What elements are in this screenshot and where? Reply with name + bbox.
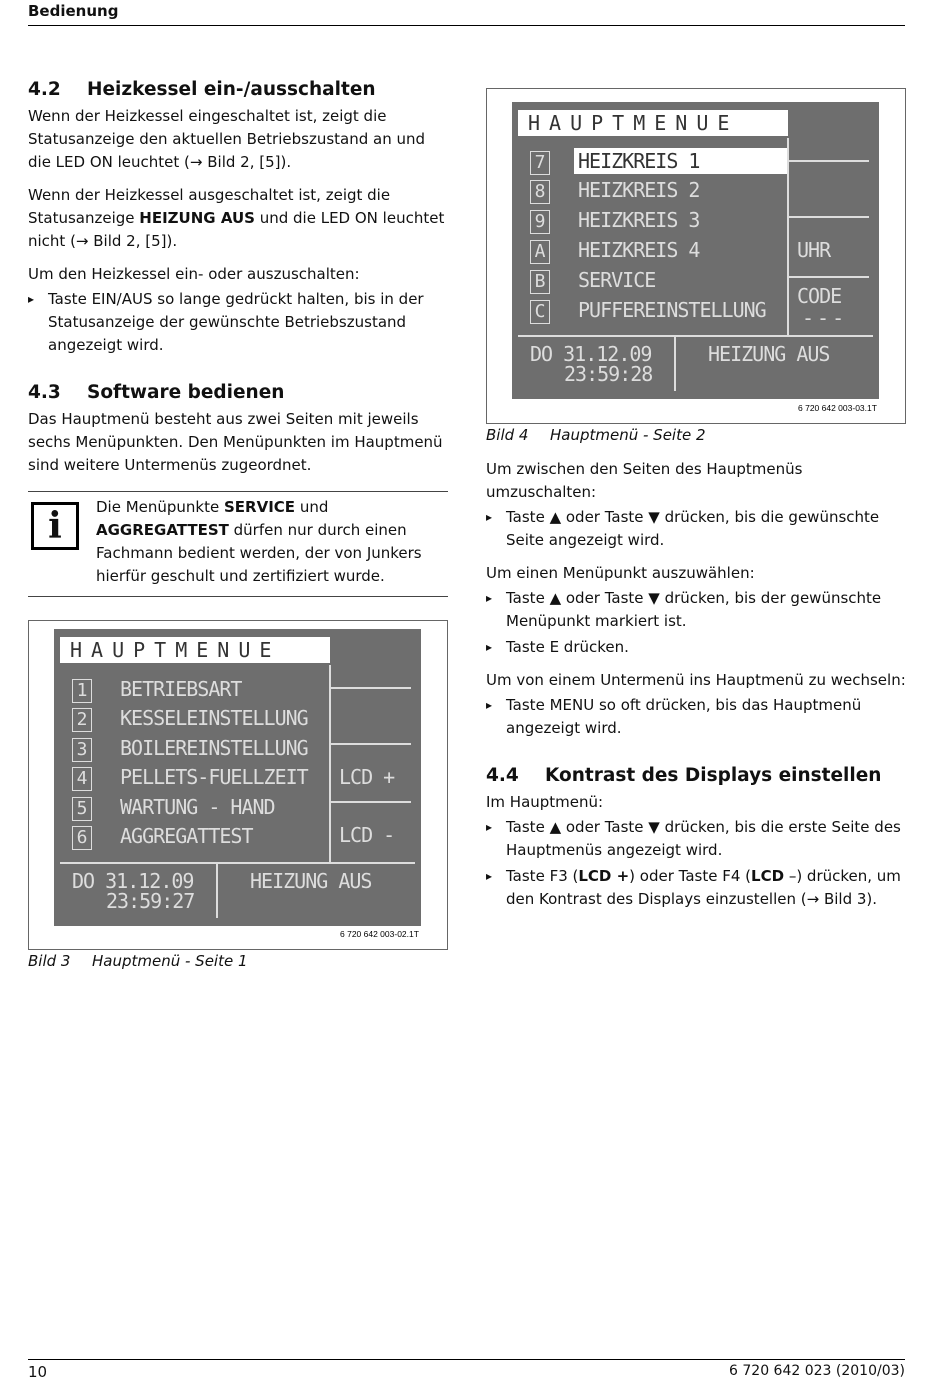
step-item: ▸ Taste ▲ oder Taste ▼ drücken, bis die erste Seite des Hauptmenüs angezeigt wird.	[486, 816, 906, 862]
note-text: Die Menüpunkte SERVICE und AGGREGATTEST dürfen nur durch einen Fachmann bedient werden, der von Junkers hierfür geschult und zertifiziert wurde.	[96, 498, 422, 585]
footer-rule	[28, 1359, 905, 1360]
step-list	[486, 816, 906, 911]
menu-item: B SERVICE	[530, 267, 655, 294]
paragraph: Wenn der Heizkessel ausgeschaltet ist, zeigt die Statusanzeige HEIZUNG AUS und die LED ON leuchtet nicht (→ Bild 2, [5]).	[28, 186, 445, 250]
step-item: ▸ Taste EIN/AUS so lange gedrückt halten, bis in der Statusanzeige der gewünschte Betriebszustand angezeigt wird.	[28, 288, 448, 357]
paragraph: Um zwischen den Seiten des Hauptmenüs umzuschalten:	[486, 460, 803, 501]
step-item: ▸ Taste ▲ oder Taste ▼ drücken, bis der gewünschte Menüpunkt markiert ist.	[486, 587, 906, 633]
lcd-time: 23:59:28	[564, 362, 653, 386]
heading-4-4	[486, 764, 906, 788]
menu-item: 6 AGGREGATTEST	[72, 823, 253, 850]
softkey-label: CODE	[797, 284, 842, 308]
section-number: 4.3	[28, 382, 61, 403]
section-title: Kontrast des Displays einstellen	[545, 765, 882, 786]
step-item: ▸ Taste ▲ oder Taste ▼ drücken, bis die gewünschte Seite angezeigt wird.	[486, 506, 906, 552]
paragraph: Um von einem Untermenü ins Hauptmenü zu wechseln:	[486, 671, 906, 689]
paragraph: Wenn der Heizkessel eingeschaltet ist, zeigt die Statusanzeige den aktuellen Betriebszustand an und die LED ON leuchtet (→ Bild 2, [5]).	[28, 107, 426, 171]
paragraph: Im Hauptmenü:	[486, 793, 604, 811]
step-item: ▸ Taste E drücken.	[486, 636, 906, 659]
document-number: 6 720 642 023 (2010/03)	[729, 1363, 905, 1379]
paragraph: Das Hauptmenü besteht aus zwei Seiten mit jeweils sechs Menüpunkten. Den Menüpunkten im Hauptmenü sind weitere Untermenüs zugeordnet.	[28, 410, 443, 474]
section-title: Heizkessel ein-/ausschalten	[87, 79, 376, 100]
menu-item: 8 HEIZKREIS 2	[530, 177, 699, 204]
section-title: Software bedienen	[87, 382, 285, 403]
lcd-date: DO 31.12.09	[72, 869, 194, 893]
header-rule	[28, 25, 905, 26]
menu-item: A HEIZKREIS 4	[530, 237, 699, 264]
lcd-display-page-1	[54, 629, 421, 926]
lcd-title: HAUPTMENUE	[60, 637, 330, 663]
figure-id: 6 720 642 003-02.1T	[340, 929, 419, 939]
figure-4-caption: Bild 4 Hauptmenü - Seite 2	[486, 426, 706, 444]
step-list	[486, 694, 906, 740]
lcd-status: HEIZUNG AUS	[708, 342, 830, 366]
left-column	[28, 78, 448, 597]
info-icon: i	[31, 502, 79, 550]
step-list	[486, 587, 906, 659]
menu-item: C PUFFEREINSTELLUNG	[530, 297, 766, 324]
paragraph: Um den Heizkessel ein- oder auszuschalten:	[28, 265, 360, 283]
lcd-time: 23:59:27	[106, 889, 195, 913]
right-column	[486, 458, 906, 921]
menu-item: 5 WARTUNG - HAND	[72, 794, 275, 821]
lcd-date: DO 31.12.09	[530, 342, 652, 366]
step-list	[28, 288, 448, 357]
step-list	[486, 506, 906, 552]
menu-item: 4 PELLETS-FUELLZEIT	[72, 764, 308, 791]
menu-item: 1 BETRIEBSART	[72, 676, 247, 703]
softkey-label: ---	[802, 306, 848, 330]
menu-item: 3 BOILEREINSTELLUNG	[72, 735, 308, 762]
paragraph: Um einen Menüpunkt auszuwählen:	[486, 564, 755, 582]
softkey-label: UHR	[797, 238, 831, 262]
figure-id: 6 720 642 003-03.1T	[798, 403, 877, 413]
section-number: 4.4	[486, 765, 519, 786]
menu-item: 2 KESSELEINSTELLUNG	[72, 705, 308, 732]
lcd-title: HAUPTMENUE	[518, 110, 788, 136]
running-header: Bedienung	[28, 2, 119, 20]
menu-item: 9 HEIZKREIS 3	[530, 207, 699, 234]
section-number: 4.2	[28, 79, 61, 100]
page-number: 10	[28, 1363, 48, 1381]
heading-4-3	[28, 381, 448, 405]
step-item: ▸ Taste F3 (LCD +) oder Taste F4 (LCD –) drücken, um den Kontrast des Displays einzustellen (→ Bild 3).	[486, 865, 906, 911]
softkey-label: LCD -	[339, 823, 395, 847]
lcd-status: HEIZUNG AUS	[250, 869, 372, 893]
info-note	[28, 491, 448, 597]
lcd-display-page-2	[512, 102, 879, 399]
menu-item: 7 HEIZKREIS 1	[530, 148, 788, 175]
heading-4-2	[28, 78, 448, 102]
step-item: ▸ Taste MENU so oft drücken, bis das Hauptmenü angezeigt wird.	[486, 694, 906, 740]
figure-3-caption: Bild 3 Hauptmenü - Seite 1	[28, 952, 248, 970]
softkey-label: LCD +	[339, 765, 395, 789]
